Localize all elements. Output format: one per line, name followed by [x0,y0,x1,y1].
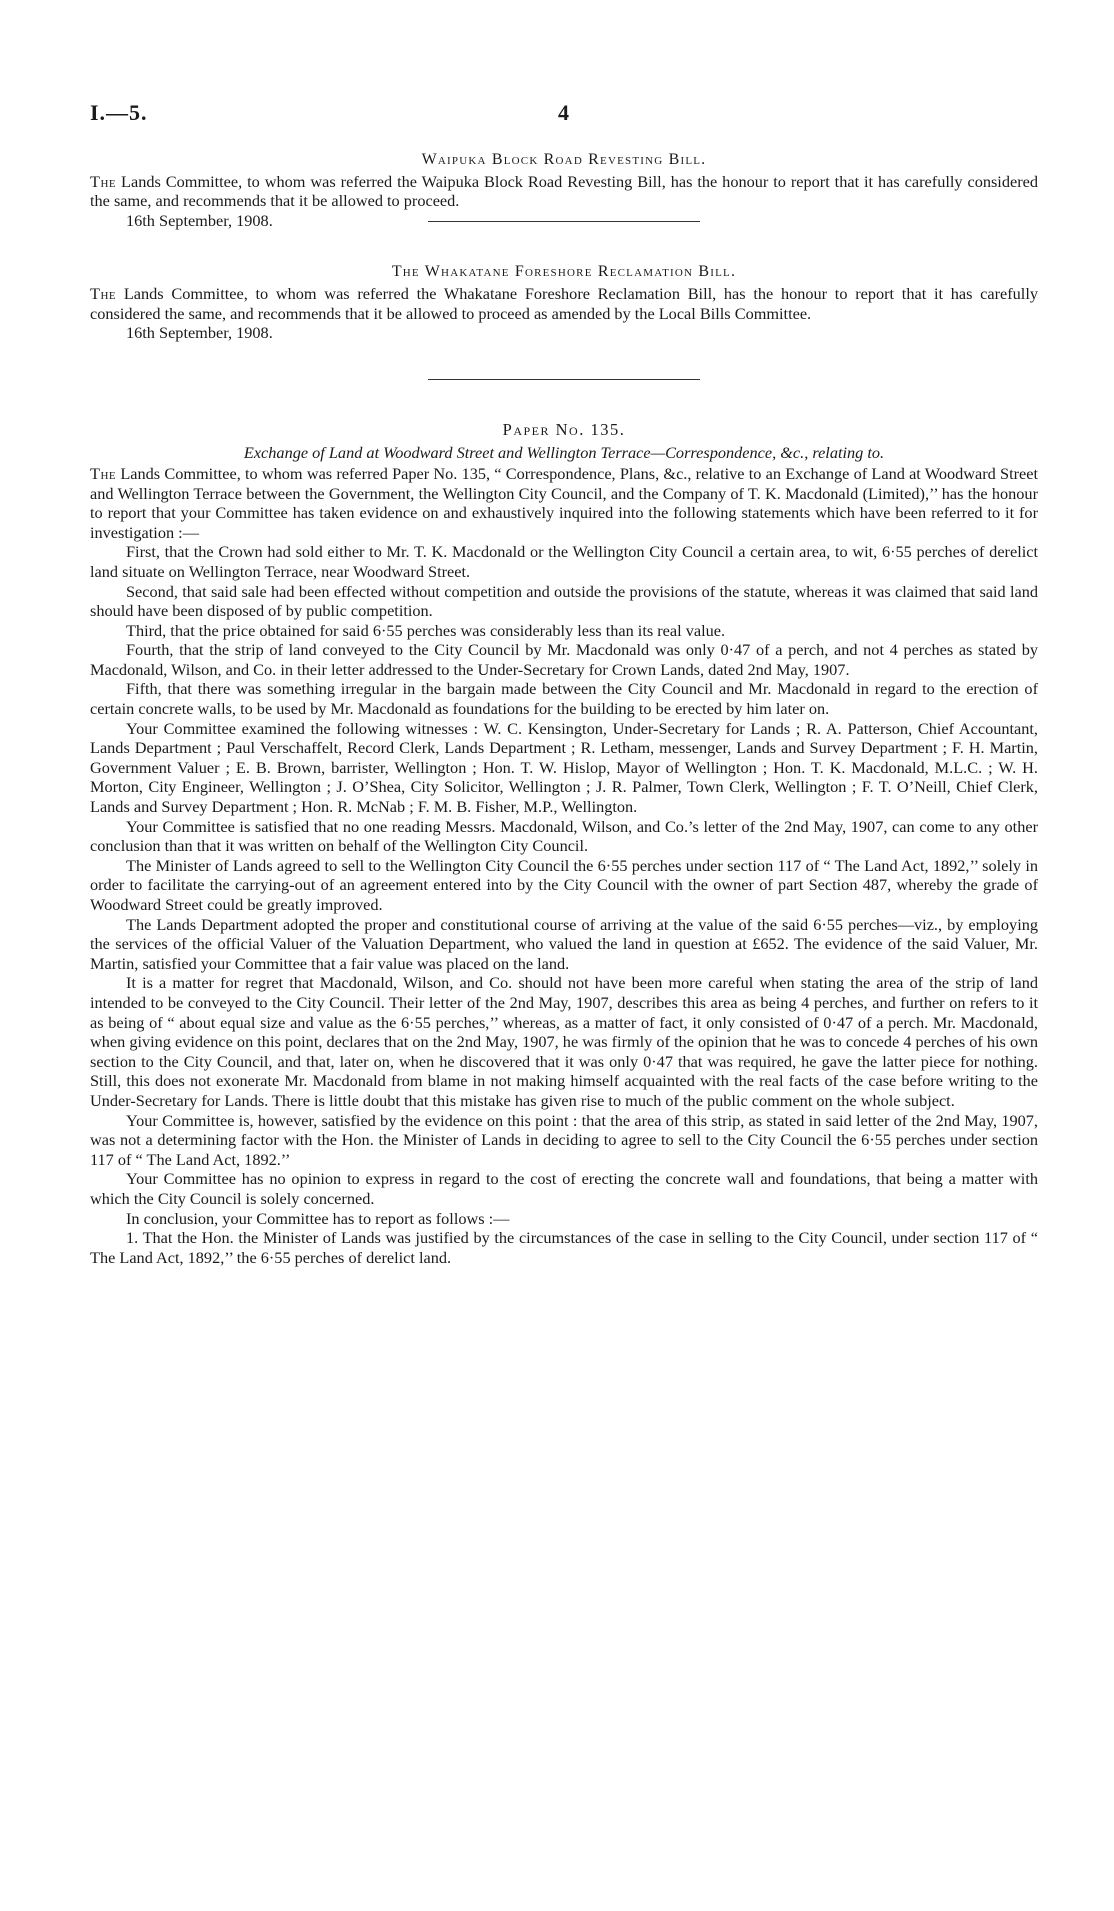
page-content [90,150,1038,1267]
body-paragraph [90,172,1038,211]
paragraph-text: Lands Committee, to whom was referred Paper No. 135, “ Correspondence, Plans, &c., relative to an Exchange of Land at Woodward Street and Wellington Terrace between the Government, the Wellington City Council, and the Company of T. K. Macdonald (Limited),’’ has the honour to report that your Committee has taken evidence on and exhaustively inquired into the following statements which have been referred to it for investigation :— [90,463,1038,542]
report-date: 16th September, 1908. [126,210,273,230]
body-paragraph: In conclusion, your Committee has to report as follows :— [126,1208,510,1228]
section-waipuka [90,150,1038,230]
section-paper-135 [90,420,1038,1268]
body-paragraph: Your Committee is satisfied that no one reading Messrs. Macdonald, Wilson, and Co.’s letter of the 2nd May, 1907, can come to any other conclusion than that it was written on behalf of the Wellington City Council. [90,816,1038,856]
paragraph-text: Lands Committee, to whom was referred the Waipuka Block Road Revesting Bill, has the honour to report that it has carefully considered the same, and recommends that it be allowed to proceed. [90,171,1038,211]
page-number: 4 [558,100,569,125]
section-title: The Whakatane Foreshore Reclamation Bill. [391,263,737,281]
body-paragraph: 1. That the Hon. the Minister of Lands was justified by the circumstances of the case in selling to the City Council, under section 117 of “ The Land Act, 1892,’’ the 6·55 perches of derelict land. [90,1228,1038,1267]
body-paragraph: Fourth, that the strip of land conveyed to the City Council by Mr. Macdonald was only 0·47 of a perch, and not 4 perches as stated by Macdonald, Wilson, and Co. in their letter addressed to the Under-Secretary for Crown Lands, dated 2nd May, 1907. [90,640,1038,679]
lead-word: The [90,283,117,303]
lead-word: The [90,171,117,191]
section-whakatane [90,262,1038,379]
page-header [90,100,1040,130]
section-title: Paper No. 135. [502,419,626,439]
body-paragraph: Fifth, that there was something irregular in the bargain made between the City Council and Mr. Macdonald in regard to the erection of certain concrete walls, to be used by Mr. Macdonald as foundations for the building to be erected by him later on. [90,679,1038,719]
body-paragraph [90,284,1038,323]
body-paragraph: Your Committee examined the following witnesses : W. C. Kensington, Under-Secretary for Lands ; R. A. Patterson, Chief Accountant, Lands Department ; Paul Verschaffelt, Record Clerk, Lands Department ; R. Letham, messenger, Lands and Survey Department ; F. H. Martin, Government Valuer ; E. B. Brown, barrister, Wellington ; Hon. T. W. Hislop, Mayor of Wellington ; Hon. T. K. Macdonald, M.L.C. ; W. H. Morton, City Engineer, Wellington ; J. O’Shea, City Solicitor, Wellington ; J. R. Palmer, Town Clerk, Wellington ; F. T. O’Neill, Chief Clerk, Lands and Survey Department ; Hon. R. McNab ; F. M. B. Fisher, M.P., Wellington. [90,718,1038,817]
body-paragraph: Second, that said sale had been effected without competition and outside the provisions of the statute, whereas it was claimed that said land should have been disposed of by public competition. [90,581,1038,621]
section-subtitle: Exchange of Land at Woodward Street and Wellington Terrace—Correspondence, &c., relating to. [243,443,885,463]
report-date: 16th September, 1908. [126,323,273,343]
body-paragraph: First, that the Crown had sold either to Mr. T. K. Macdonald or the Wellington City Council a certain area, to wit, 6·55 perches of derelict land situate on Wellington Terrace, near Woodward Street. [90,542,1038,581]
paragraph-text: Lands Committee, to whom was referred the Whakatane Foreshore Reclamation Bill, has the honour to report that it has carefully considered the same, and recommends that it be allowed to proceed as amended by the Local Bills Committee. [90,283,1038,323]
body-paragraph: It is a matter for regret that Macdonald, Wilson, and Co. should not have been more careful when stating the area of the strip of land intended to be conveyed to the City Council. Their letter of the 2nd May, 1907, describes this area as being 4 perches, and further on refers to it as being of “ about equal size and value as the 6·55 perches,’’ whereas, as a matter of fact, it only consisted of 0·47 of a perch. Mr. Macdonald, when giving evidence on this point, declares that on the 2nd May, 1907, he was firmly of the opinion that he was to concede 4 perches of his own section to the City Council, and that, later on, when he discovered that it was only 0·47 that was required, he gave the latter piece for nothing. Still, this does not exonerate Mr. Macdonald from blame in not making himself acquainted with the real facts of the case before writing to the Under-Secretary for Lands. There is little doubt that this mistake has given rise to much of the public comment on the whole subject. [90,973,1039,1110]
section-title: Waipuka Block Road Revesting Bill. [421,151,707,168]
body-paragraph: Your Committee is, however, satisfied by the evidence on this point : that the area of this strip, as stated in said letter of the 2nd May, 1907, was not a determining factor with the Hon. the Minister of Lands in deciding to agree to sell to the City Council the 6·55 perches under section 117 of “ The Land Act, 1892.’’ [90,1110,1038,1169]
body-paragraph: Third, that the price obtained for said 6·55 perches was considerably less than its real value. [126,620,726,640]
body-paragraph: The Minister of Lands agreed to sell to the Wellington City Council the 6·55 perches under section 117 of “ The Land Act, 1892,’’ solely in order to facilitate the carrying-out of an agreement entered into by the City Council with the owner of part Section 487, whereby the grade of Woodward Street could be greatly improved. [90,855,1038,914]
lead-word: The [90,463,117,483]
document-reference: I.—5. [90,100,148,125]
body-paragraph: The Lands Department adopted the proper and constitutional course of arriving at the value of the said 6·55 perches—viz., by employing the services of the official Valuer of the Valuation Department, who valued the land in question at £652. The evidence of the said Valuer, Mr. Martin, satisfied your Committee that a fair value was placed on the land. [90,914,1038,973]
body-paragraph: Your Committee has no opinion to express in regard to the cost of erecting the concrete wall and foundations, that being a matter with which the City Council is solely concerned. [90,1169,1038,1208]
body-paragraph [90,464,1038,542]
